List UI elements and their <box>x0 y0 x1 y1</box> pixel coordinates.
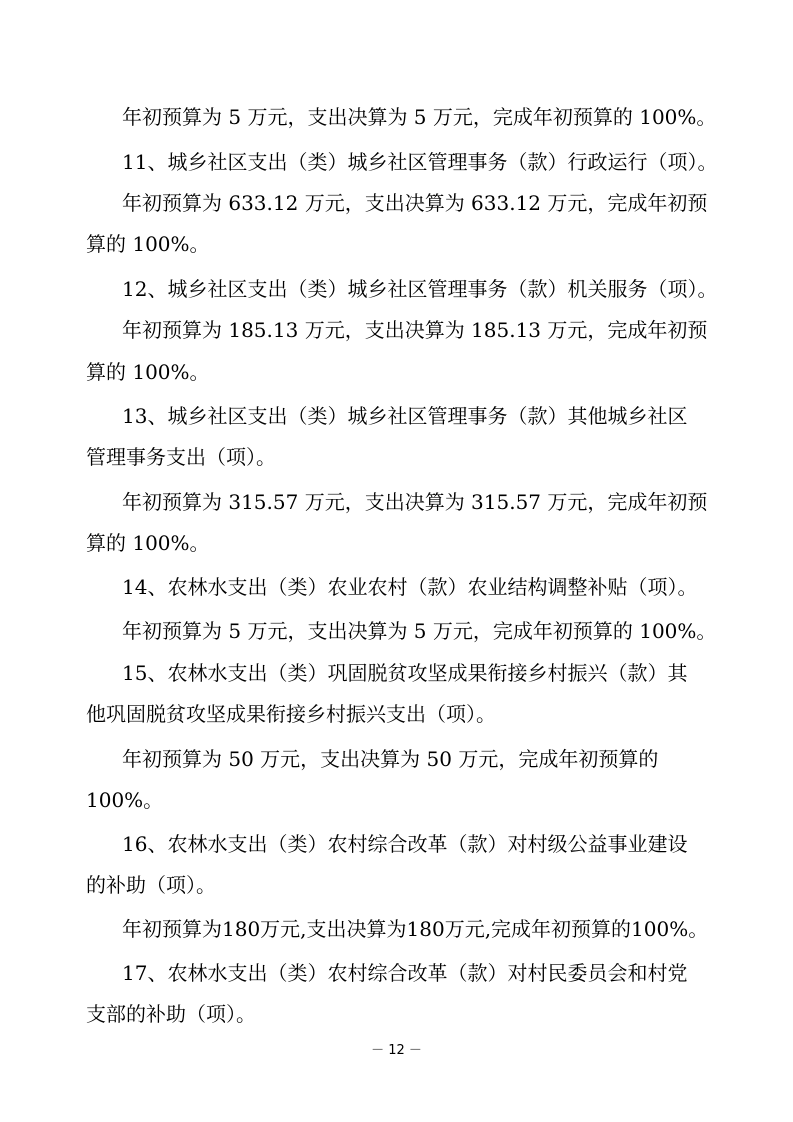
paragraph-line: 14、农林水支出（类）农业农村（款）农业结构调整补贴（项）。 <box>122 575 698 599</box>
paragraph-line: 11、城乡社区支出（类）城乡社区管理事务（款）行政运行（项）。 <box>122 150 718 174</box>
paragraph-line: 年初预算为 633.12 万元，支出决算为 633.12 万元，完成年初预 <box>122 191 708 215</box>
paragraph-line: 支部的补助（项）。 <box>86 1002 256 1026</box>
paragraph-line: 年初预算为 5 万元，支出决算为 5 万元，完成年初预算的 100%。 <box>122 105 717 129</box>
paragraph-line: 管理事务支出（项）。 <box>86 445 276 469</box>
page-number: － 12 － <box>371 1043 422 1058</box>
paragraph-line: 13、城乡社区支出（类）城乡社区管理事务（款）其他城乡社区 <box>122 404 688 428</box>
paragraph-line: 年初预算为 185.13 万元，支出决算为 185.13 万元，完成年初预 <box>122 318 708 342</box>
paragraph-line: 年初预算为180万元,支出决算为180万元,完成年初预算的100%。 <box>122 917 709 941</box>
paragraph-line: 16、农林水支出（类）农村综合改革（款）对村级公益事业建设 <box>122 832 688 856</box>
paragraph-line: 15、农林水支出（类）巩固脱贫攻坚成果衔接乡村振兴（款）其 <box>122 661 688 685</box>
paragraph-line: 100%。 <box>86 788 164 812</box>
paragraph-line: 年初预算为 50 万元，支出决算为 50 万元，完成年初预算的 <box>122 747 659 771</box>
paragraph-line: 算的 100%。 <box>86 531 210 555</box>
paragraph-line: 算的 100%。 <box>86 232 210 256</box>
paragraph-line: 他巩固脱贫攻坚成果衔接乡村振兴支出（项）。 <box>86 702 496 726</box>
paragraph-line: 算的 100%。 <box>86 360 210 384</box>
paragraph-line: 年初预算为 5 万元，支出决算为 5 万元，完成年初预算的 100%。 <box>122 619 717 643</box>
paragraph-line: 的补助（项）。 <box>86 873 216 897</box>
paragraph-line: 年初预算为 315.57 万元，支出决算为 315.57 万元，完成年初预 <box>122 490 708 514</box>
paragraph-line: 12、城乡社区支出（类）城乡社区管理事务（款）机关服务（项）。 <box>122 277 718 301</box>
paragraph-line: 17、农林水支出（类）农村综合改革（款）对村民委员会和村党 <box>122 961 688 985</box>
